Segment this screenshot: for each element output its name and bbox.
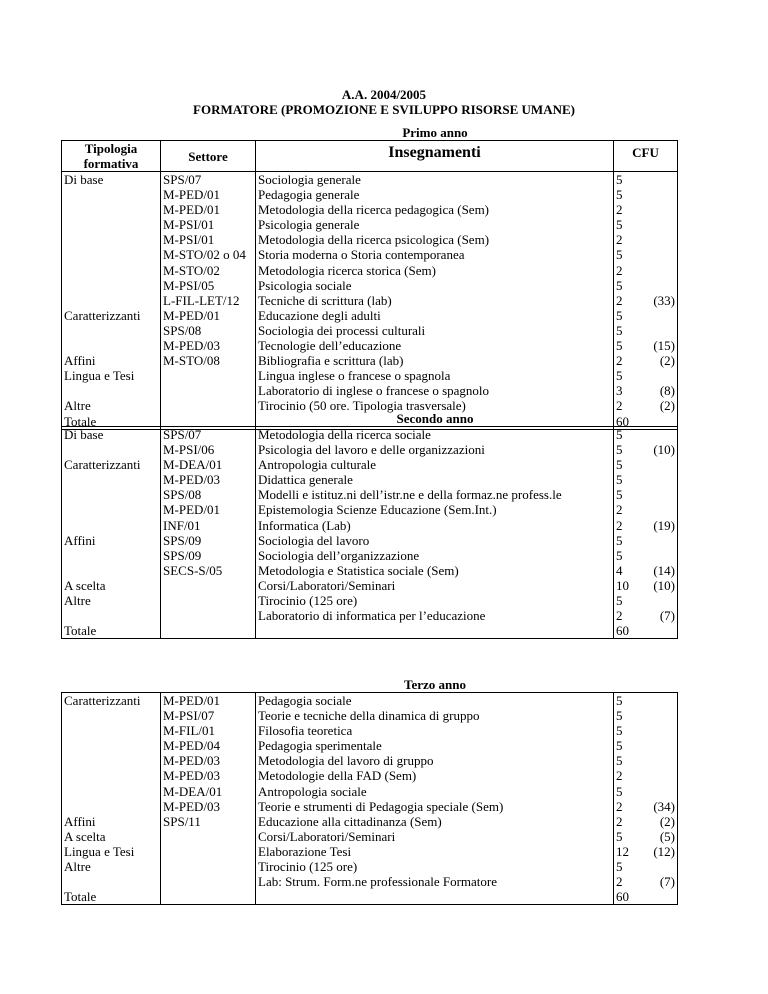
insegnamento-cell: Psicologia sociale — [258, 277, 352, 293]
cfu-subtotal: (5) — [659, 828, 675, 844]
settore-cell: M-PSI/01 — [163, 217, 215, 233]
tipologia-cell: Totale — [64, 889, 97, 905]
academic-year: A.A. 2004/2005 — [341, 87, 427, 102]
tipologia-cell: Altre — [64, 859, 91, 875]
tipologia-cell: Lingua e Tesi — [64, 843, 135, 859]
tipologia-cell: A scelta — [64, 577, 106, 593]
insegnamento-cell: Laboratorio di informatica per l’educazione — [258, 608, 486, 624]
cfu-value: 5 — [616, 172, 623, 187]
settore-cell: M-PED/01 — [163, 202, 221, 218]
cfu-value: 5 — [616, 753, 623, 769]
cfu-cell — [616, 889, 675, 904]
tipologia-cell — [64, 263, 158, 278]
settore-cell — [163, 398, 253, 413]
insegnamento-cell: Sociologia dei processi culturali — [258, 322, 426, 338]
cfu-subtotal: (15) — [653, 338, 675, 354]
insegnamento-cell: Sociologia dell’organizzazione — [258, 547, 420, 563]
cfu-subtotal: (19) — [653, 517, 675, 533]
cfu-cell — [616, 784, 675, 799]
settore-cell: M-STO/08 — [163, 353, 220, 369]
cfu-value: 5 — [616, 708, 623, 724]
tipologia-cell — [64, 753, 158, 768]
cfu-subtotal: (7) — [659, 608, 675, 624]
insegnamento-cell: Bibliografia e scrittura (lab) — [258, 353, 404, 369]
tipologia-cell — [64, 383, 158, 398]
settore-cell: M-STO/02 — [163, 262, 220, 278]
cfu-value: 2 — [616, 874, 623, 890]
cfu-cell — [616, 693, 675, 708]
cfu-value: 60 — [616, 889, 629, 905]
tipologia-column — [62, 693, 161, 905]
cfu-value: 4 — [616, 562, 623, 578]
cfu-cell — [616, 383, 675, 398]
cfu-value: 2 — [616, 813, 623, 829]
tipologia-cell — [64, 187, 158, 202]
tipologia-cell — [64, 442, 158, 457]
cfu-value: 2 — [616, 353, 623, 369]
tipologia-cell — [64, 723, 158, 738]
tipologia-cell: A scelta — [64, 828, 106, 844]
cfu-value: 2 — [616, 232, 623, 248]
tipologia-cell: Affini — [64, 813, 96, 829]
tipologia-cell — [64, 472, 158, 487]
settore-cell: SPS/09 — [163, 532, 202, 548]
header-settore: Settore — [161, 141, 256, 172]
settore-cell: M-PED/01 — [163, 502, 221, 518]
header-cfu: CFU — [614, 141, 678, 172]
insegnamento-cell: Tecnologie dell’educazione — [258, 338, 402, 354]
cfu-cell — [616, 563, 675, 578]
cfu-cell — [616, 487, 675, 502]
settore-cell: M-FIL/01 — [163, 723, 215, 739]
cfu-cell — [616, 829, 675, 844]
settore-cell: M-PED/03 — [163, 472, 221, 488]
insegnamento-cell: Metodologie della FAD (Sem) — [258, 768, 417, 784]
insegnamento-cell: Metodologia ricerca storica (Sem) — [258, 262, 436, 278]
cfu-value: 5 — [616, 187, 623, 203]
cfu-cell — [616, 472, 675, 487]
settore-cell: M-PED/01 — [163, 693, 221, 708]
cfu-cell — [616, 608, 675, 623]
settore-cell: SPS/11 — [163, 813, 201, 829]
table-secondo-anno — [61, 426, 678, 639]
insegnamenti-column — [256, 172, 614, 430]
cfu-cell — [616, 427, 675, 442]
cfu-cell — [616, 323, 675, 338]
insegnamento-cell: Corsi/Laboratori/Seminari — [258, 577, 396, 593]
cfu-value: 12 — [616, 843, 629, 859]
cfu-value: 5 — [616, 457, 623, 473]
settore-cell — [163, 383, 253, 398]
cfu-value: 5 — [616, 738, 623, 754]
settore-cell — [163, 844, 253, 859]
settore-cell: SPS/07 — [163, 172, 202, 187]
settore-column — [161, 427, 256, 639]
cfu-cell — [616, 353, 675, 368]
settore-cell: M-PED/03 — [163, 753, 221, 769]
tipologia-cell — [64, 202, 158, 217]
cfu-subtotal: (7) — [659, 874, 675, 890]
cfu-cell — [616, 753, 675, 768]
tipologia-cell: Caratterizzanti — [64, 693, 141, 708]
cfu-value: 10 — [616, 577, 629, 593]
tipologia-cell: Totale — [64, 623, 97, 639]
cfu-value: 5 — [616, 723, 623, 739]
insegnamento-cell: Tirocinio (125 ore) — [258, 859, 358, 875]
insegnamento-cell: Teorie e tecniche della dinamica di gruppo — [258, 708, 480, 724]
cfu-cell — [616, 859, 675, 874]
insegnamento-cell: Elaborazione Tesi — [258, 843, 352, 859]
cfu-value: 2 — [616, 608, 623, 624]
cfu-value: 2 — [616, 798, 623, 814]
year-title-terzo: Terzo anno — [404, 677, 466, 692]
cfu-value: 2 — [616, 502, 623, 518]
settore-cell: SPS/07 — [163, 427, 202, 442]
insegnamenti-column — [256, 693, 614, 905]
cfu-value: 5 — [616, 547, 623, 563]
cfu-subtotal: (33) — [653, 292, 675, 308]
tipologia-cell — [64, 293, 158, 308]
cfu-value: 5 — [616, 322, 623, 338]
table-body-row — [62, 693, 678, 905]
insegnamento-cell — [258, 889, 611, 904]
cfu-value: 5 — [616, 442, 623, 458]
insegnamento-cell: Antropologia sociale — [258, 783, 367, 799]
settore-cell — [163, 608, 253, 623]
insegnamento-cell: Pedagogia generale — [258, 187, 360, 203]
table-header-row — [62, 141, 678, 172]
tipologia-cell: Di base — [64, 427, 104, 442]
cfu-cell — [616, 874, 675, 889]
tipologia-cell — [64, 708, 158, 723]
insegnamento-cell: Informatica (Lab) — [258, 517, 351, 533]
tipologia-cell — [64, 874, 158, 889]
insegnamento-cell: Psicologia generale — [258, 217, 360, 233]
cfu-subtotal: (2) — [659, 398, 675, 414]
settore-cell: SECS-S/05 — [163, 562, 223, 578]
cfu-cell — [616, 814, 675, 829]
cfu-cell — [616, 263, 675, 278]
tipologia-cell — [64, 323, 158, 338]
insegnamento-cell: Tirocinio (125 ore) — [258, 593, 358, 609]
insegnamento-cell: Laboratorio di inglese o francese o spagnolo — [258, 383, 490, 399]
insegnamento-cell: Sociologia generale — [258, 172, 361, 187]
insegnamento-cell: Sociologia del lavoro — [258, 532, 370, 548]
cfu-value: 5 — [616, 217, 623, 233]
cfu-value: 5 — [616, 338, 623, 354]
cfu-value: 5 — [616, 472, 623, 488]
cfu-cell — [616, 844, 675, 859]
insegnamento-cell: Lab: Strum. Form.ne professionale Formatore — [258, 874, 498, 890]
cfu-cell — [616, 578, 675, 593]
cfu-cell — [616, 457, 675, 472]
tipologia-cell: Caratterizzanti — [64, 307, 141, 323]
settore-cell: M-PED/03 — [163, 798, 221, 814]
cfu-value: 5 — [616, 487, 623, 503]
insegnamento-cell: Lingua inglese o francese o spagnola — [258, 368, 451, 384]
insegnamento-cell: Modelli e istituz.ni dell’istr.ne e della formaz.ne profess.le — [258, 487, 562, 503]
settore-cell: M-PSI/01 — [163, 232, 215, 248]
cfu-subtotal: (2) — [659, 353, 675, 369]
cfu-subtotal: (14) — [653, 562, 675, 578]
tipologia-cell: Altre — [64, 593, 91, 609]
cfu-cell — [616, 278, 675, 293]
cfu-cell — [616, 799, 675, 814]
settore-cell: M-DEA/01 — [163, 783, 223, 799]
settore-cell: M-PED/04 — [163, 738, 221, 754]
insegnamento-cell: Educazione alla cittadinanza (Sem) — [258, 813, 442, 829]
tipologia-cell — [64, 738, 158, 753]
tipologia-cell: Altre — [64, 398, 91, 414]
cfu-value: 5 — [616, 859, 623, 875]
insegnamento-cell: Pedagogia sperimentale — [258, 738, 382, 754]
cfu-cell — [616, 738, 675, 753]
cfu-column — [614, 693, 678, 905]
cfu-subtotal: (10) — [653, 577, 675, 593]
cfu-cell — [616, 308, 675, 323]
cfu-cell — [616, 293, 675, 308]
cfu-value: 2 — [616, 768, 623, 784]
tipologia-cell — [64, 768, 158, 783]
tipologia-cell: Di base — [64, 172, 104, 187]
cfu-column — [614, 172, 678, 430]
insegnamento-cell: Educazione degli adulti — [258, 307, 381, 323]
cfu-value: 60 — [616, 623, 629, 639]
settore-cell — [163, 368, 253, 383]
tipologia-cell — [64, 247, 158, 262]
cfu-cell — [616, 623, 675, 638]
cfu-column — [614, 427, 678, 639]
header-insegnamenti: Insegnamenti — [256, 141, 614, 172]
cfu-value: 5 — [616, 427, 623, 442]
cfu-subtotal: (34) — [653, 798, 675, 814]
cfu-subtotal: (12) — [653, 843, 675, 859]
tipologia-cell: Caratterizzanti — [64, 457, 141, 473]
cfu-value: 60 — [616, 413, 629, 429]
cfu-cell — [616, 232, 675, 247]
settore-cell — [163, 889, 253, 904]
insegnamento-cell: Pedagogia sociale — [258, 693, 352, 708]
cfu-cell — [616, 502, 675, 517]
insegnamento-cell: Corsi/Laboratori/Seminari — [258, 828, 396, 844]
cfu-value: 5 — [616, 693, 623, 708]
cfu-value: 5 — [616, 593, 623, 609]
tipologia-cell: Totale — [64, 413, 97, 429]
cfu-cell — [616, 593, 675, 608]
insegnamento-cell — [258, 623, 611, 638]
program-title: FORMATORE (PROMOZIONE E SVILUPPO RISORSE UMANE) — [193, 102, 575, 117]
cfu-cell — [616, 398, 675, 413]
settore-cell — [163, 829, 253, 844]
cfu-cell — [616, 768, 675, 783]
tipologia-cell — [64, 217, 158, 232]
cfu-value: 5 — [616, 532, 623, 548]
tipologia-cell — [64, 548, 158, 563]
settore-cell — [163, 874, 253, 889]
insegnamento-cell: Metodologia della ricerca sociale — [258, 427, 431, 442]
cfu-value: 2 — [616, 398, 623, 414]
settore-cell: L-FIL-LET/12 — [163, 292, 240, 308]
insegnamento-cell: Metodologia della ricerca pedagogica (Sem) — [258, 202, 490, 218]
insegnamento-cell: Metodologia del lavoro di gruppo — [258, 753, 434, 769]
cfu-value: 5 — [616, 783, 623, 799]
tipologia-cell — [64, 278, 158, 293]
cfu-cell — [616, 247, 675, 262]
cfu-subtotal: (8) — [659, 383, 675, 399]
settore-cell: M-PSI/07 — [163, 708, 215, 724]
insegnamento-cell: Filosofia teoretica — [258, 723, 353, 739]
settore-cell: M-PED/03 — [163, 768, 221, 784]
insegnamento-cell: Metodologia e Statistica sociale (Sem) — [258, 562, 459, 578]
tipologia-cell: Affini — [64, 532, 96, 548]
tipologia-cell — [64, 487, 158, 502]
cfu-cell — [616, 548, 675, 563]
cfu-cell — [616, 442, 675, 457]
table-terzo-anno — [61, 692, 678, 905]
cfu-cell — [616, 533, 675, 548]
tipologia-cell: Lingua e Tesi — [64, 368, 135, 384]
cfu-value: 2 — [616, 517, 623, 533]
cfu-subtotal: (10) — [653, 442, 675, 458]
tipologia-column — [62, 427, 161, 639]
insegnamenti-column — [256, 427, 614, 639]
settore-cell: M-PSI/05 — [163, 277, 215, 293]
settore-cell: M-PED/03 — [163, 338, 221, 354]
tipologia-cell: Affini — [64, 353, 96, 369]
settore-cell: M-PED/01 — [163, 187, 221, 203]
table-primo-anno — [61, 140, 678, 430]
settore-cell: SPS/08 — [163, 322, 202, 338]
cfu-cell — [616, 723, 675, 738]
cfu-value: 2 — [616, 292, 623, 308]
cfu-value: 5 — [616, 828, 623, 844]
header-tipologia: Tipologia formativa — [62, 141, 161, 172]
insegnamento-cell: Epistemologia Scienze Educazione (Sem.Int.) — [258, 502, 497, 518]
tipologia-cell — [64, 232, 158, 247]
table-body-row — [62, 427, 678, 639]
tipologia-cell — [64, 502, 158, 517]
cfu-cell — [616, 518, 675, 533]
year-title-secondo: Secondo anno — [396, 411, 474, 426]
cfu-value: 5 — [616, 368, 623, 384]
cfu-cell — [616, 368, 675, 383]
insegnamento-cell: Antropologia culturale — [258, 457, 377, 473]
cfu-cell — [616, 217, 675, 232]
cfu-cell — [616, 202, 675, 217]
settore-cell — [163, 623, 253, 638]
tipologia-cell — [64, 784, 158, 799]
cfu-subtotal: (2) — [659, 813, 675, 829]
insegnamento-cell: Psicologia del lavoro e delle organizzazioni — [258, 442, 485, 458]
insegnamento-cell: Teorie e strumenti di Pedagogia speciale (Sem) — [258, 798, 504, 814]
settore-cell: M-PED/01 — [163, 307, 221, 323]
insegnamento-cell: Tecniche di scrittura (lab) — [258, 292, 392, 308]
settore-cell: SPS/08 — [163, 487, 202, 503]
insegnamento-cell: Storia moderna o Storia contemporanea — [258, 247, 465, 263]
cfu-value: 5 — [616, 307, 623, 323]
cfu-value: 3 — [616, 383, 623, 399]
insegnamento-cell: Tirocinio (50 ore. Tipologia trasversale) — [258, 398, 466, 414]
settore-cell: M-STO/02 o 04 — [163, 247, 246, 263]
settore-cell: M-PSI/06 — [163, 442, 215, 458]
settore-cell: SPS/09 — [163, 547, 202, 563]
cfu-cell — [616, 338, 675, 353]
settore-cell — [163, 578, 253, 593]
settore-cell — [163, 593, 253, 608]
settore-column — [161, 693, 256, 905]
tipologia-cell — [64, 608, 158, 623]
settore-cell — [163, 859, 253, 874]
insegnamento-cell: Didattica generale — [258, 472, 353, 488]
insegnamento-cell: Metodologia della ricerca psicologica (Sem) — [258, 232, 490, 248]
cfu-value: 2 — [616, 262, 623, 278]
cfu-cell — [616, 172, 675, 187]
tipologia-cell — [64, 563, 158, 578]
tipologia-cell — [64, 799, 158, 814]
tipologia-cell — [64, 338, 158, 353]
cfu-value: 5 — [616, 277, 623, 293]
settore-cell: INF/01 — [163, 517, 201, 533]
tipologia-cell — [64, 518, 158, 533]
year-title-primo: Primo anno — [402, 125, 468, 140]
cfu-value: 2 — [616, 202, 623, 218]
cfu-value: 5 — [616, 247, 623, 263]
cfu-cell — [616, 708, 675, 723]
settore-column — [161, 172, 256, 430]
tipologia-column — [62, 172, 161, 430]
cfu-cell — [616, 187, 675, 202]
table-body-row — [62, 172, 678, 430]
settore-cell: M-DEA/01 — [163, 457, 223, 473]
